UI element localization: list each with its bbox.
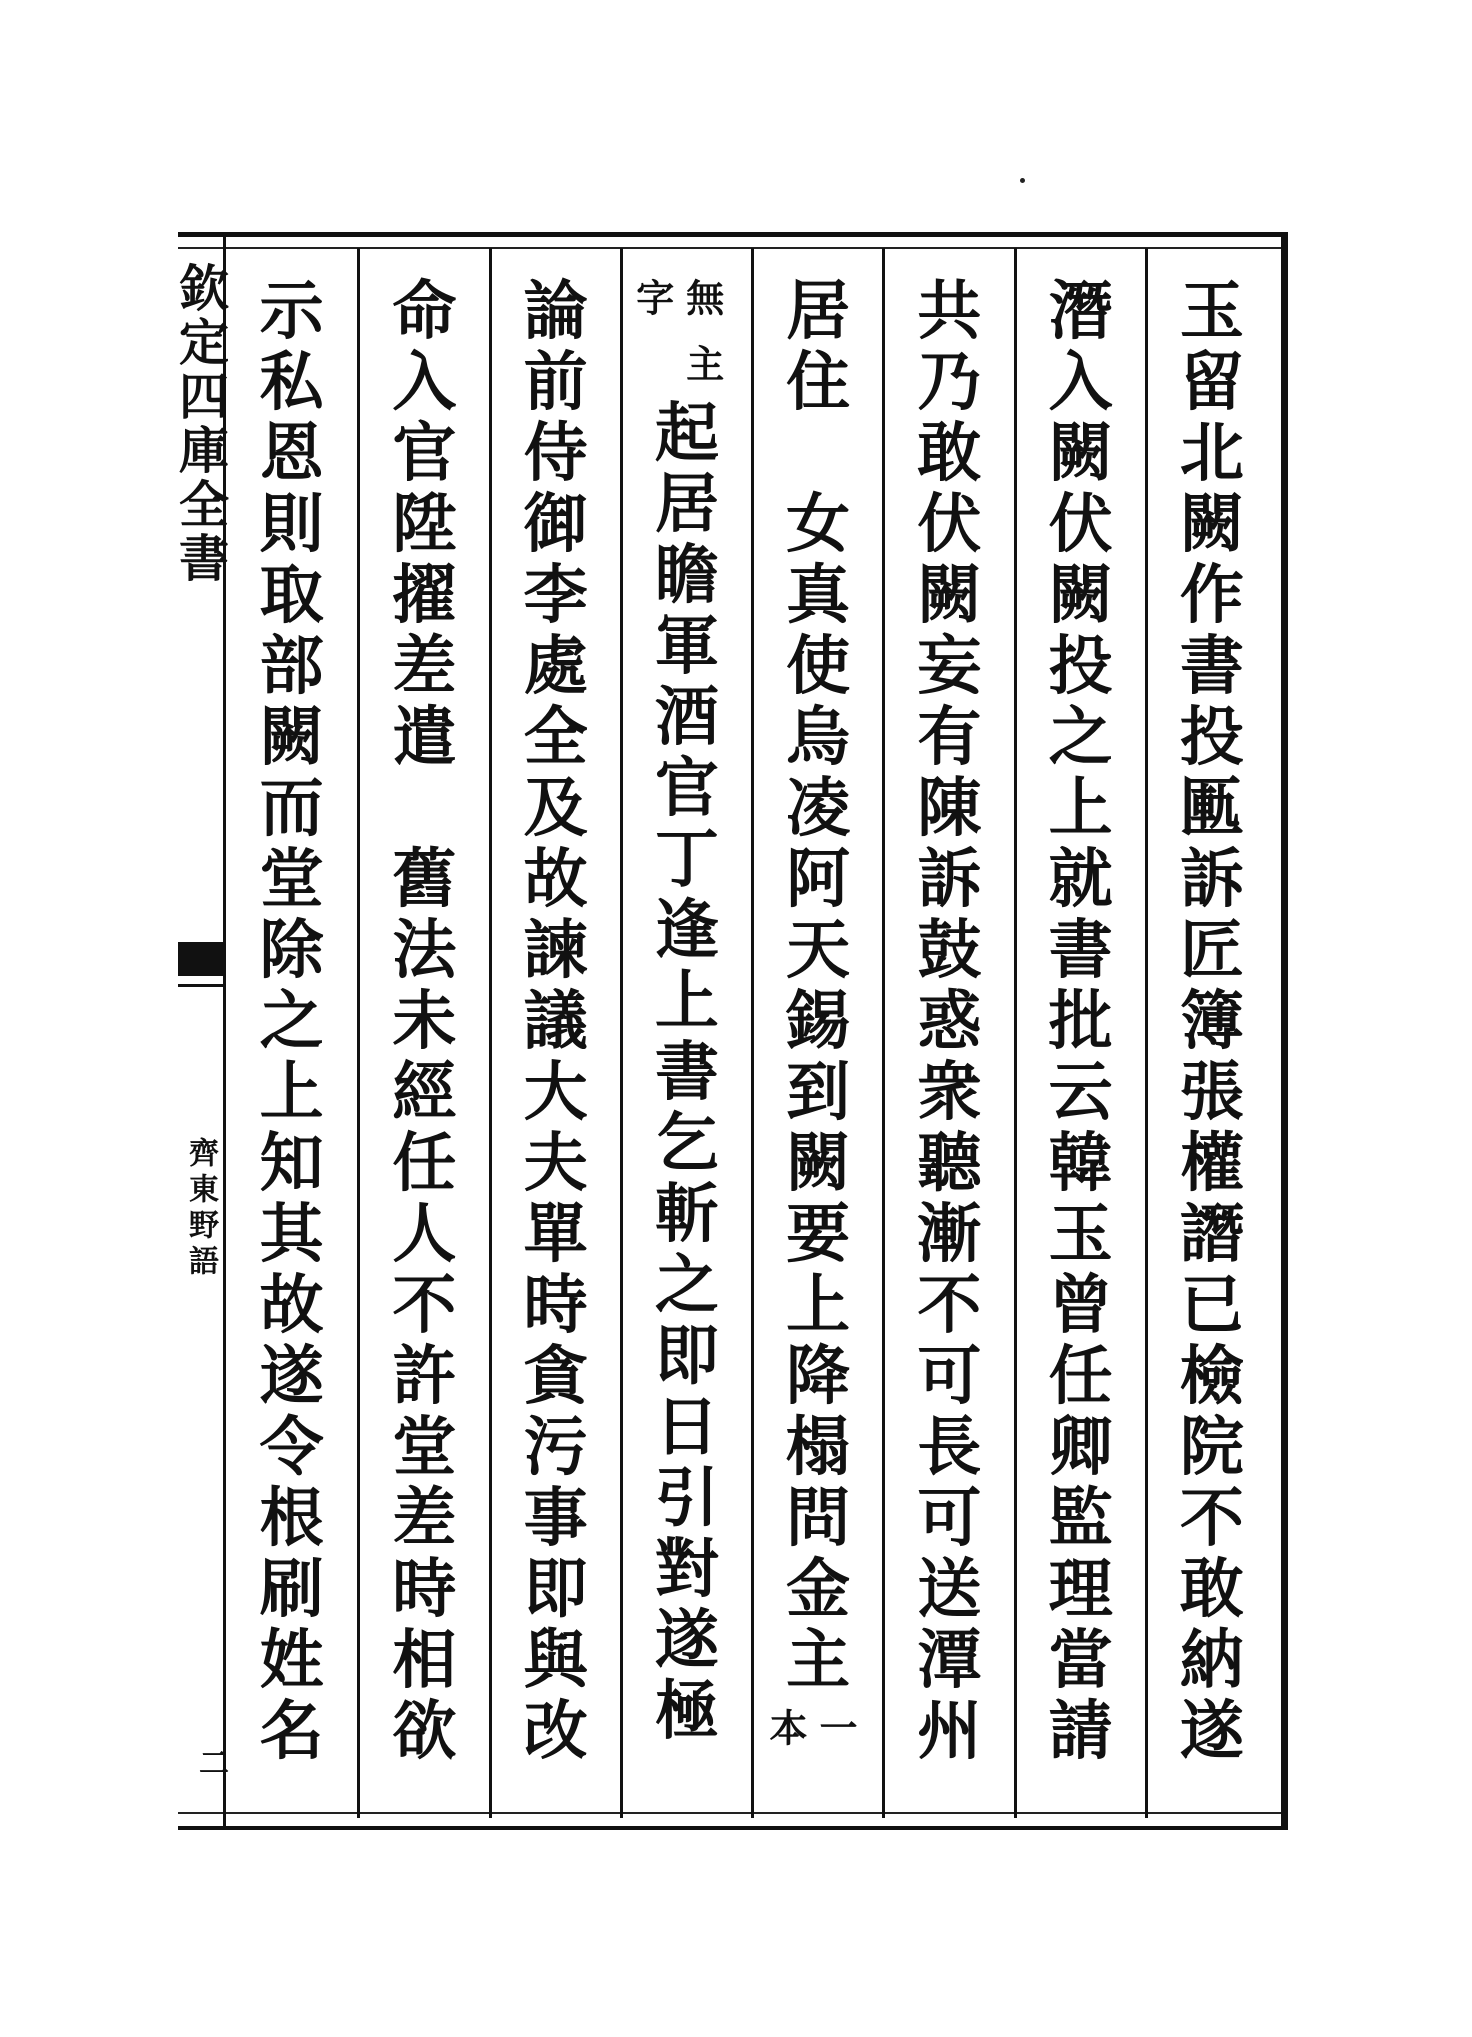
character: 陳	[917, 771, 982, 846]
character: 要	[786, 1197, 851, 1272]
character: 即	[523, 1552, 588, 1627]
column-text	[360, 276, 488, 1767]
character: 經	[392, 1055, 457, 1130]
character: 瞻	[654, 538, 719, 613]
character: 擢	[392, 558, 457, 633]
character: 不	[1179, 1481, 1244, 1556]
character: 州	[917, 1694, 982, 1769]
character: 到	[786, 1055, 851, 1130]
column-text	[885, 276, 1013, 1767]
character: 故	[259, 1268, 324, 1343]
character: 凌	[786, 771, 851, 846]
text-column	[882, 248, 1013, 1818]
character: 監	[1048, 1481, 1113, 1556]
text-gap	[754, 418, 882, 489]
character: 大	[523, 1055, 588, 1130]
character: 惑	[917, 984, 982, 1059]
character: 訴	[1179, 842, 1244, 917]
character: 匭	[1179, 771, 1244, 846]
character: 人	[392, 1197, 457, 1272]
character: 官	[654, 751, 719, 826]
character: 諫	[523, 913, 588, 988]
character: 酒	[654, 680, 719, 755]
character: 夫	[523, 1126, 588, 1201]
character: 長	[917, 1410, 982, 1485]
character: 恩	[259, 416, 324, 491]
character: 時	[523, 1268, 588, 1343]
character: 卿	[1048, 1410, 1113, 1485]
column-text	[623, 398, 751, 1747]
character: 就	[1048, 842, 1113, 917]
character: 降	[786, 1339, 851, 1414]
column-text	[754, 276, 882, 1696]
character: 居	[786, 274, 851, 349]
character: 匠	[1179, 913, 1244, 988]
character: 有	[917, 700, 982, 775]
character: 與	[523, 1623, 588, 1698]
character: 名	[259, 1694, 324, 1769]
character: 妄	[917, 629, 982, 704]
character: 住	[786, 345, 851, 420]
character: 示	[259, 274, 324, 349]
character: 逢	[654, 893, 719, 968]
interlinear-note	[764, 1708, 856, 1774]
character: 主	[786, 1623, 851, 1698]
character: 遂	[654, 1603, 719, 1678]
character: 留	[1179, 345, 1244, 420]
character: 陞	[392, 487, 457, 562]
character: 檢	[1179, 1339, 1244, 1414]
character: 侍	[523, 416, 588, 491]
character: 而	[259, 771, 324, 846]
character: 事	[523, 1481, 588, 1556]
character: 極	[654, 1674, 719, 1749]
character: 議	[523, 984, 588, 1059]
fishtail-line	[178, 984, 223, 987]
character: 伏	[1048, 487, 1113, 562]
character: 權	[1179, 1126, 1244, 1201]
character: 上	[654, 964, 719, 1039]
character: 共	[917, 274, 982, 349]
character: 差	[392, 629, 457, 704]
text-column	[1014, 248, 1145, 1818]
character: 投	[1048, 629, 1113, 704]
character: 之	[654, 1248, 719, 1323]
character: 不	[392, 1268, 457, 1343]
character: 欲	[392, 1694, 457, 1769]
character: 北	[1179, 416, 1244, 491]
character: 書	[1048, 913, 1113, 988]
character: 單	[523, 1197, 588, 1272]
character: 敢	[1179, 1552, 1244, 1627]
character: 差	[392, 1481, 457, 1556]
page-center-strip	[171, 232, 230, 1830]
character: 乞	[654, 1106, 719, 1181]
text-columns	[226, 248, 1276, 1818]
character: 任	[392, 1126, 457, 1201]
text-column	[226, 248, 357, 1818]
character: 真	[786, 558, 851, 633]
character: 其	[259, 1197, 324, 1272]
character: 堂	[259, 842, 324, 917]
character: 法	[392, 913, 457, 988]
character: 故	[523, 842, 588, 917]
character: 作	[1179, 558, 1244, 633]
character: 命	[392, 274, 457, 349]
character: 錫	[786, 984, 851, 1059]
character: 鼓	[917, 913, 982, 988]
character: 官	[392, 416, 457, 491]
column-text	[492, 276, 620, 1767]
character: 潭	[917, 1623, 982, 1698]
text-gap	[360, 773, 488, 844]
character: 玉	[1048, 1197, 1113, 1272]
character: 烏	[786, 700, 851, 775]
character: 闕	[1048, 558, 1113, 633]
book-title: 欽定四庫全書	[171, 262, 230, 586]
character: 御	[523, 487, 588, 562]
character: 令	[259, 1410, 324, 1485]
column-text	[226, 276, 357, 1767]
character: 金	[786, 1552, 851, 1627]
character: 譖	[1179, 1197, 1244, 1272]
character: 私	[259, 345, 324, 420]
character: 論	[523, 274, 588, 349]
character: 聽	[917, 1126, 982, 1201]
character: 處	[523, 629, 588, 704]
character: 相	[392, 1623, 457, 1698]
character: 取	[259, 558, 324, 633]
note-line: 字	[629, 278, 675, 344]
column-text	[1148, 276, 1276, 1767]
character: 闕	[259, 700, 324, 775]
character: 不	[917, 1268, 982, 1343]
character: 污	[523, 1410, 588, 1485]
character: 居	[654, 467, 719, 542]
character: 上	[259, 1055, 324, 1130]
character: 闕	[786, 1126, 851, 1201]
character: 部	[259, 629, 324, 704]
character: 上	[1048, 771, 1113, 846]
character: 潛	[1048, 274, 1113, 349]
text-column	[1145, 248, 1276, 1818]
character: 簿	[1179, 984, 1244, 1059]
character: 即	[654, 1319, 719, 1394]
character: 張	[1179, 1055, 1244, 1130]
character: 斬	[654, 1177, 719, 1252]
character: 問	[786, 1481, 851, 1556]
character: 軍	[654, 609, 719, 684]
character: 丁	[654, 822, 719, 897]
character: 可	[917, 1481, 982, 1556]
character: 乃	[917, 345, 982, 420]
character: 根	[259, 1481, 324, 1556]
character: 刷	[259, 1552, 324, 1627]
character: 對	[654, 1532, 719, 1607]
text-column	[751, 248, 882, 1818]
interlinear-note	[631, 278, 723, 410]
character: 請	[1048, 1694, 1113, 1769]
character: 批	[1048, 984, 1113, 1059]
character: 已	[1179, 1268, 1244, 1343]
note-character: 一	[813, 1708, 858, 1774]
character: 遂	[259, 1339, 324, 1414]
character: 玉	[1179, 274, 1244, 349]
character: 未	[392, 984, 457, 1059]
character: 書	[654, 1035, 719, 1110]
character: 則	[259, 487, 324, 562]
character: 使	[786, 629, 851, 704]
character: 全	[523, 700, 588, 775]
character: 阿	[786, 842, 851, 917]
character: 可	[917, 1339, 982, 1414]
character: 貪	[523, 1339, 588, 1414]
character: 姓	[259, 1623, 324, 1698]
character: 遣	[392, 700, 457, 775]
character: 漸	[917, 1197, 982, 1272]
character: 韓	[1048, 1126, 1113, 1201]
character: 曾	[1048, 1268, 1113, 1343]
character: 上	[786, 1268, 851, 1343]
note-character: 本	[763, 1708, 808, 1774]
character: 榻	[786, 1410, 851, 1485]
character: 闕	[917, 558, 982, 633]
character: 投	[1179, 700, 1244, 775]
character: 入	[392, 345, 457, 420]
character: 之	[1048, 700, 1113, 775]
character: 時	[392, 1552, 457, 1627]
character: 訴	[917, 842, 982, 917]
character: 遂	[1179, 1694, 1244, 1769]
character: 院	[1179, 1410, 1244, 1485]
character: 送	[917, 1552, 982, 1627]
character: 敢	[917, 416, 982, 491]
character: 伏	[917, 487, 982, 562]
character: 入	[1048, 345, 1113, 420]
character: 書	[1179, 629, 1244, 704]
book-subtitle: 齊東野語	[183, 1137, 218, 1281]
character: 改	[523, 1694, 588, 1769]
note-line: 無主	[679, 278, 725, 410]
text-column	[357, 248, 488, 1818]
page-number: 二	[193, 1747, 228, 1777]
character: 納	[1179, 1623, 1244, 1698]
character: 舊	[392, 842, 457, 917]
character: 云	[1048, 1055, 1113, 1130]
text-column	[489, 248, 620, 1818]
character: 堂	[392, 1410, 457, 1485]
dust-speck	[1020, 178, 1025, 183]
character: 之	[259, 984, 324, 1059]
character: 許	[392, 1339, 457, 1414]
character: 闕	[1048, 416, 1113, 491]
text-column	[620, 248, 751, 1818]
character: 知	[259, 1126, 324, 1201]
character: 起	[654, 396, 719, 471]
character: 任	[1048, 1339, 1113, 1414]
character: 除	[259, 913, 324, 988]
character: 及	[523, 771, 588, 846]
character: 天	[786, 913, 851, 988]
character: 衆	[917, 1055, 982, 1130]
character: 闕	[1179, 487, 1244, 562]
character: 前	[523, 345, 588, 420]
character: 女	[786, 487, 851, 562]
character: 李	[523, 558, 588, 633]
fishtail-mark	[178, 942, 223, 976]
character: 當	[1048, 1623, 1113, 1698]
character: 引	[654, 1461, 719, 1536]
character: 日	[654, 1390, 719, 1465]
column-text	[1017, 276, 1145, 1767]
character: 理	[1048, 1552, 1113, 1627]
